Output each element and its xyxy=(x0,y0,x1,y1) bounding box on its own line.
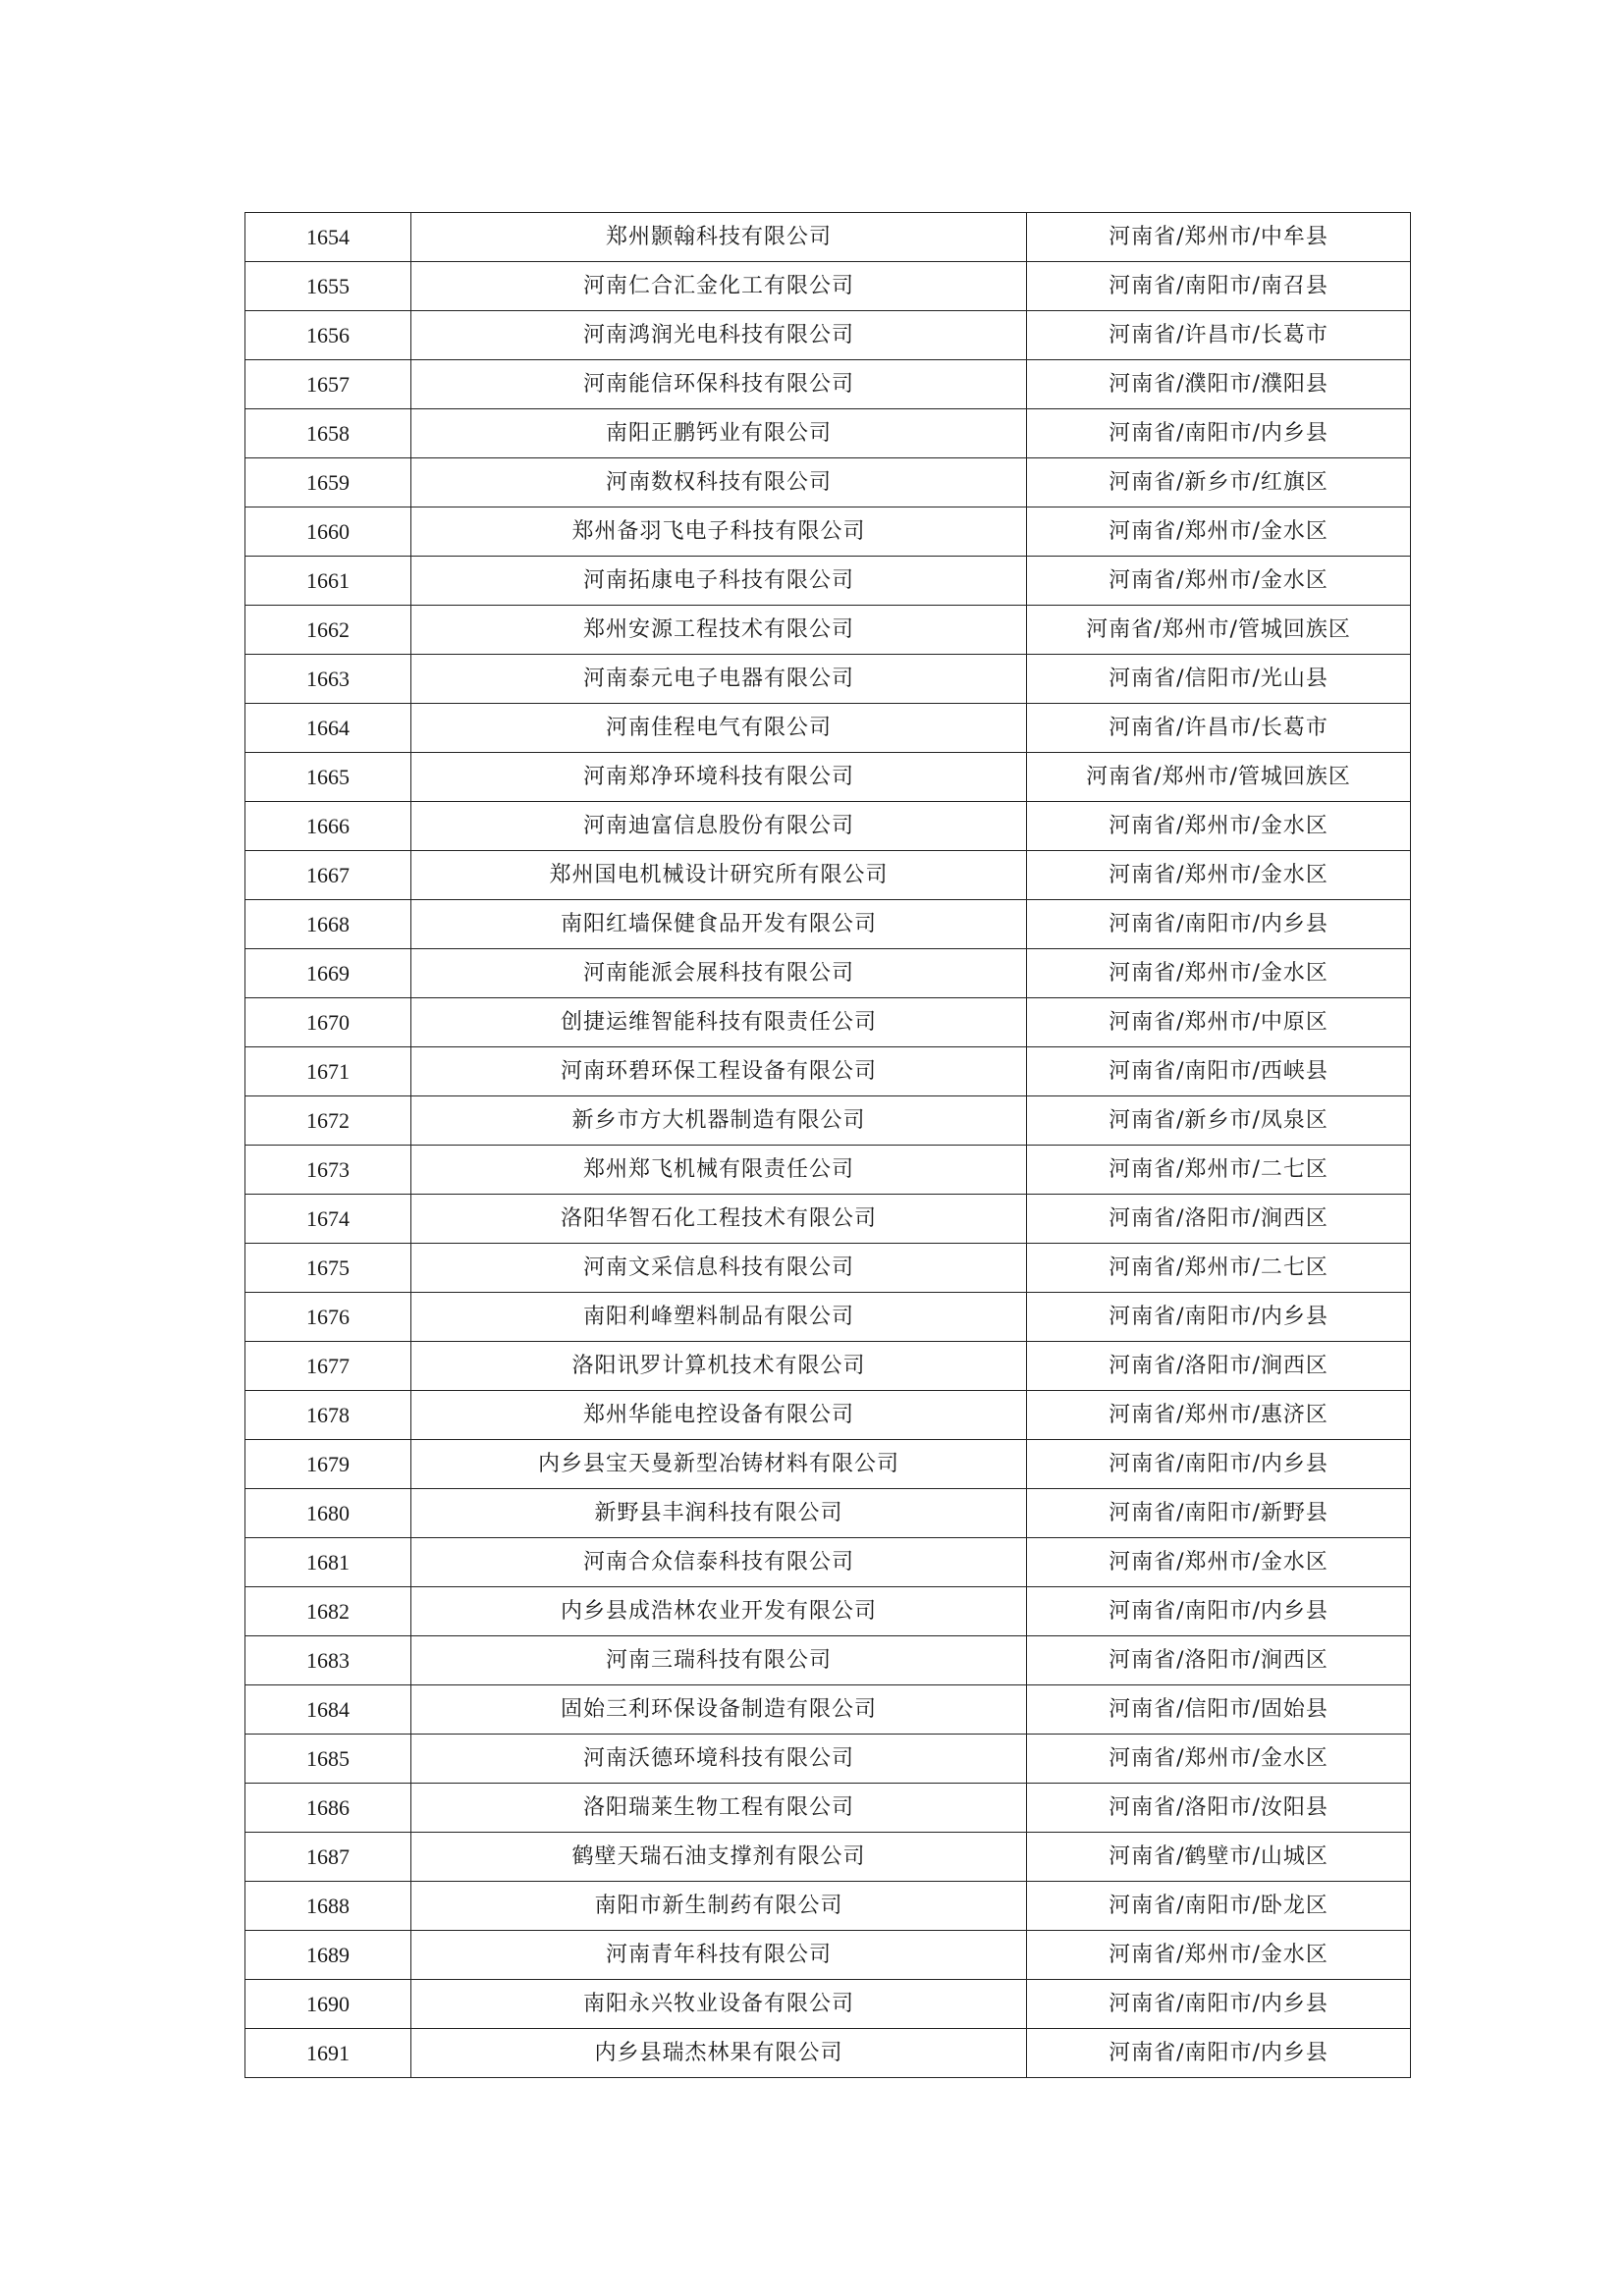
row-number: 1657 xyxy=(245,360,411,409)
table-row xyxy=(245,1784,1411,1833)
company-name: 郑州安源工程技术有限公司 xyxy=(411,606,1027,655)
table-row xyxy=(245,1440,1411,1489)
company-region: 河南省/许昌市/长葛市 xyxy=(1027,704,1411,753)
company-name: 河南泰元电子电器有限公司 xyxy=(411,655,1027,704)
company-name: 河南环碧环保工程设备有限公司 xyxy=(411,1047,1027,1096)
row-number: 1684 xyxy=(245,1685,411,1735)
row-number: 1656 xyxy=(245,311,411,360)
company-name: 河南拓康电子科技有限公司 xyxy=(411,557,1027,606)
company-region: 河南省/郑州市/金水区 xyxy=(1027,507,1411,557)
row-number: 1683 xyxy=(245,1636,411,1685)
row-number: 1661 xyxy=(245,557,411,606)
company-name: 内乡县成浩林农业开发有限公司 xyxy=(411,1587,1027,1636)
company-region: 河南省/许昌市/长葛市 xyxy=(1027,311,1411,360)
company-region: 河南省/郑州市/中牟县 xyxy=(1027,213,1411,262)
table-row xyxy=(245,1195,1411,1244)
company-region: 河南省/南阳市/内乡县 xyxy=(1027,1293,1411,1342)
row-number: 1655 xyxy=(245,262,411,311)
row-number: 1688 xyxy=(245,1882,411,1931)
table-row xyxy=(245,998,1411,1047)
table-row xyxy=(245,1685,1411,1735)
row-number: 1676 xyxy=(245,1293,411,1342)
row-number: 1680 xyxy=(245,1489,411,1538)
company-name: 河南沃德环境科技有限公司 xyxy=(411,1735,1027,1784)
table-row xyxy=(245,1096,1411,1146)
company-region: 河南省/南阳市/内乡县 xyxy=(1027,1440,1411,1489)
company-region: 河南省/南阳市/南召县 xyxy=(1027,262,1411,311)
company-name: 河南仁合汇金化工有限公司 xyxy=(411,262,1027,311)
company-region: 河南省/南阳市/内乡县 xyxy=(1027,2029,1411,2078)
company-name: 河南佳程电气有限公司 xyxy=(411,704,1027,753)
row-number: 1682 xyxy=(245,1587,411,1636)
company-region: 河南省/郑州市/金水区 xyxy=(1027,557,1411,606)
row-number: 1665 xyxy=(245,753,411,802)
row-number: 1668 xyxy=(245,900,411,949)
company-region: 河南省/新乡市/凤泉区 xyxy=(1027,1096,1411,1146)
company-table xyxy=(244,212,1411,2078)
company-name: 郑州备羽飞电子科技有限公司 xyxy=(411,507,1027,557)
company-name: 洛阳讯罗计算机技术有限公司 xyxy=(411,1342,1027,1391)
company-name: 郑州国电机械设计研究所有限公司 xyxy=(411,851,1027,900)
company-region: 河南省/新乡市/红旗区 xyxy=(1027,458,1411,507)
company-region: 河南省/南阳市/卧龙区 xyxy=(1027,1882,1411,1931)
table-row xyxy=(245,1244,1411,1293)
company-region: 河南省/鹤壁市/山城区 xyxy=(1027,1833,1411,1882)
company-region: 河南省/郑州市/二七区 xyxy=(1027,1146,1411,1195)
row-number: 1671 xyxy=(245,1047,411,1096)
company-name: 南阳永兴牧业设备有限公司 xyxy=(411,1980,1027,2029)
table-row xyxy=(245,557,1411,606)
table-row xyxy=(245,851,1411,900)
company-name: 郑州华能电控设备有限公司 xyxy=(411,1391,1027,1440)
company-name: 南阳市新生制药有限公司 xyxy=(411,1882,1027,1931)
company-name: 内乡县宝天曼新型冶铸材料有限公司 xyxy=(411,1440,1027,1489)
table-row xyxy=(245,458,1411,507)
table-row xyxy=(245,1293,1411,1342)
row-number: 1690 xyxy=(245,1980,411,2029)
table-row xyxy=(245,360,1411,409)
row-number: 1660 xyxy=(245,507,411,557)
company-name: 新野县丰润科技有限公司 xyxy=(411,1489,1027,1538)
row-number: 1659 xyxy=(245,458,411,507)
row-number: 1689 xyxy=(245,1931,411,1980)
company-name: 河南青年科技有限公司 xyxy=(411,1931,1027,1980)
row-number: 1675 xyxy=(245,1244,411,1293)
table-row xyxy=(245,2029,1411,2078)
table-row xyxy=(245,213,1411,262)
company-name: 南阳正鹏钙业有限公司 xyxy=(411,409,1027,458)
company-name: 河南三瑞科技有限公司 xyxy=(411,1636,1027,1685)
company-region: 河南省/信阳市/光山县 xyxy=(1027,655,1411,704)
company-name: 南阳利峰塑料制品有限公司 xyxy=(411,1293,1027,1342)
row-number: 1663 xyxy=(245,655,411,704)
row-number: 1678 xyxy=(245,1391,411,1440)
company-region: 河南省/洛阳市/涧西区 xyxy=(1027,1636,1411,1685)
row-number: 1673 xyxy=(245,1146,411,1195)
company-region: 河南省/南阳市/内乡县 xyxy=(1027,1980,1411,2029)
company-name: 郑州郑飞机械有限责任公司 xyxy=(411,1146,1027,1195)
company-name: 南阳红墙保健食品开发有限公司 xyxy=(411,900,1027,949)
company-region: 河南省/郑州市/中原区 xyxy=(1027,998,1411,1047)
company-region: 河南省/郑州市/金水区 xyxy=(1027,802,1411,851)
table-row xyxy=(245,606,1411,655)
row-number: 1654 xyxy=(245,213,411,262)
company-region: 河南省/郑州市/管城回族区 xyxy=(1027,606,1411,655)
row-number: 1674 xyxy=(245,1195,411,1244)
table-body xyxy=(245,213,1411,2078)
table-row xyxy=(245,1538,1411,1587)
row-number: 1686 xyxy=(245,1784,411,1833)
table-row xyxy=(245,1833,1411,1882)
table-row xyxy=(245,1587,1411,1636)
table-row xyxy=(245,311,1411,360)
row-number: 1664 xyxy=(245,704,411,753)
company-name: 创捷运维智能科技有限责任公司 xyxy=(411,998,1027,1047)
company-name: 河南数权科技有限公司 xyxy=(411,458,1027,507)
row-number: 1662 xyxy=(245,606,411,655)
table-row xyxy=(245,1931,1411,1980)
table-row xyxy=(245,704,1411,753)
row-number: 1670 xyxy=(245,998,411,1047)
row-number: 1679 xyxy=(245,1440,411,1489)
company-region: 河南省/郑州市/二七区 xyxy=(1027,1244,1411,1293)
company-region: 河南省/南阳市/内乡县 xyxy=(1027,409,1411,458)
company-region: 河南省/南阳市/内乡县 xyxy=(1027,900,1411,949)
table-row xyxy=(245,949,1411,998)
company-name: 河南文采信息科技有限公司 xyxy=(411,1244,1027,1293)
table-row xyxy=(245,1342,1411,1391)
row-number: 1687 xyxy=(245,1833,411,1882)
company-name: 郑州颢翰科技有限公司 xyxy=(411,213,1027,262)
company-name: 固始三利环保设备制造有限公司 xyxy=(411,1685,1027,1735)
company-region: 河南省/濮阳市/濮阳县 xyxy=(1027,360,1411,409)
company-region: 河南省/郑州市/惠济区 xyxy=(1027,1391,1411,1440)
row-number: 1691 xyxy=(245,2029,411,2078)
company-region: 河南省/洛阳市/涧西区 xyxy=(1027,1342,1411,1391)
table-row xyxy=(245,1391,1411,1440)
company-name: 河南能派会展科技有限公司 xyxy=(411,949,1027,998)
table-row xyxy=(245,1489,1411,1538)
row-number: 1658 xyxy=(245,409,411,458)
company-name: 内乡县瑞杰林果有限公司 xyxy=(411,2029,1027,2078)
table-row xyxy=(245,802,1411,851)
company-region: 河南省/郑州市/金水区 xyxy=(1027,949,1411,998)
company-region: 河南省/南阳市/西峡县 xyxy=(1027,1047,1411,1096)
table-row xyxy=(245,262,1411,311)
table-row xyxy=(245,1735,1411,1784)
table-row xyxy=(245,1146,1411,1195)
company-region: 河南省/郑州市/金水区 xyxy=(1027,851,1411,900)
company-name: 河南合众信泰科技有限公司 xyxy=(411,1538,1027,1587)
table-row xyxy=(245,753,1411,802)
row-number: 1666 xyxy=(245,802,411,851)
company-region: 河南省/郑州市/金水区 xyxy=(1027,1735,1411,1784)
company-region: 河南省/南阳市/内乡县 xyxy=(1027,1587,1411,1636)
row-number: 1672 xyxy=(245,1096,411,1146)
company-name: 河南迪富信息股份有限公司 xyxy=(411,802,1027,851)
table-row xyxy=(245,655,1411,704)
company-region: 河南省/郑州市/金水区 xyxy=(1027,1931,1411,1980)
company-region: 河南省/郑州市/金水区 xyxy=(1027,1538,1411,1587)
row-number: 1681 xyxy=(245,1538,411,1587)
company-region: 河南省/南阳市/新野县 xyxy=(1027,1489,1411,1538)
company-name: 鹤壁天瑞石油支撑剂有限公司 xyxy=(411,1833,1027,1882)
company-name: 新乡市方大机器制造有限公司 xyxy=(411,1096,1027,1146)
company-region: 河南省/信阳市/固始县 xyxy=(1027,1685,1411,1735)
table-row xyxy=(245,1882,1411,1931)
company-name: 河南鸿润光电科技有限公司 xyxy=(411,311,1027,360)
row-number: 1669 xyxy=(245,949,411,998)
table-row xyxy=(245,409,1411,458)
row-number: 1667 xyxy=(245,851,411,900)
company-name: 洛阳瑞莱生物工程有限公司 xyxy=(411,1784,1027,1833)
company-name: 河南能信环保科技有限公司 xyxy=(411,360,1027,409)
table-row xyxy=(245,900,1411,949)
row-number: 1685 xyxy=(245,1735,411,1784)
company-name: 河南郑净环境科技有限公司 xyxy=(411,753,1027,802)
row-number: 1677 xyxy=(245,1342,411,1391)
company-region: 河南省/洛阳市/涧西区 xyxy=(1027,1195,1411,1244)
table-row xyxy=(245,1047,1411,1096)
table-row xyxy=(245,1636,1411,1685)
company-region: 河南省/洛阳市/汝阳县 xyxy=(1027,1784,1411,1833)
company-name: 洛阳华智石化工程技术有限公司 xyxy=(411,1195,1027,1244)
table-row xyxy=(245,1980,1411,2029)
company-region: 河南省/郑州市/管城回族区 xyxy=(1027,753,1411,802)
table-row xyxy=(245,507,1411,557)
